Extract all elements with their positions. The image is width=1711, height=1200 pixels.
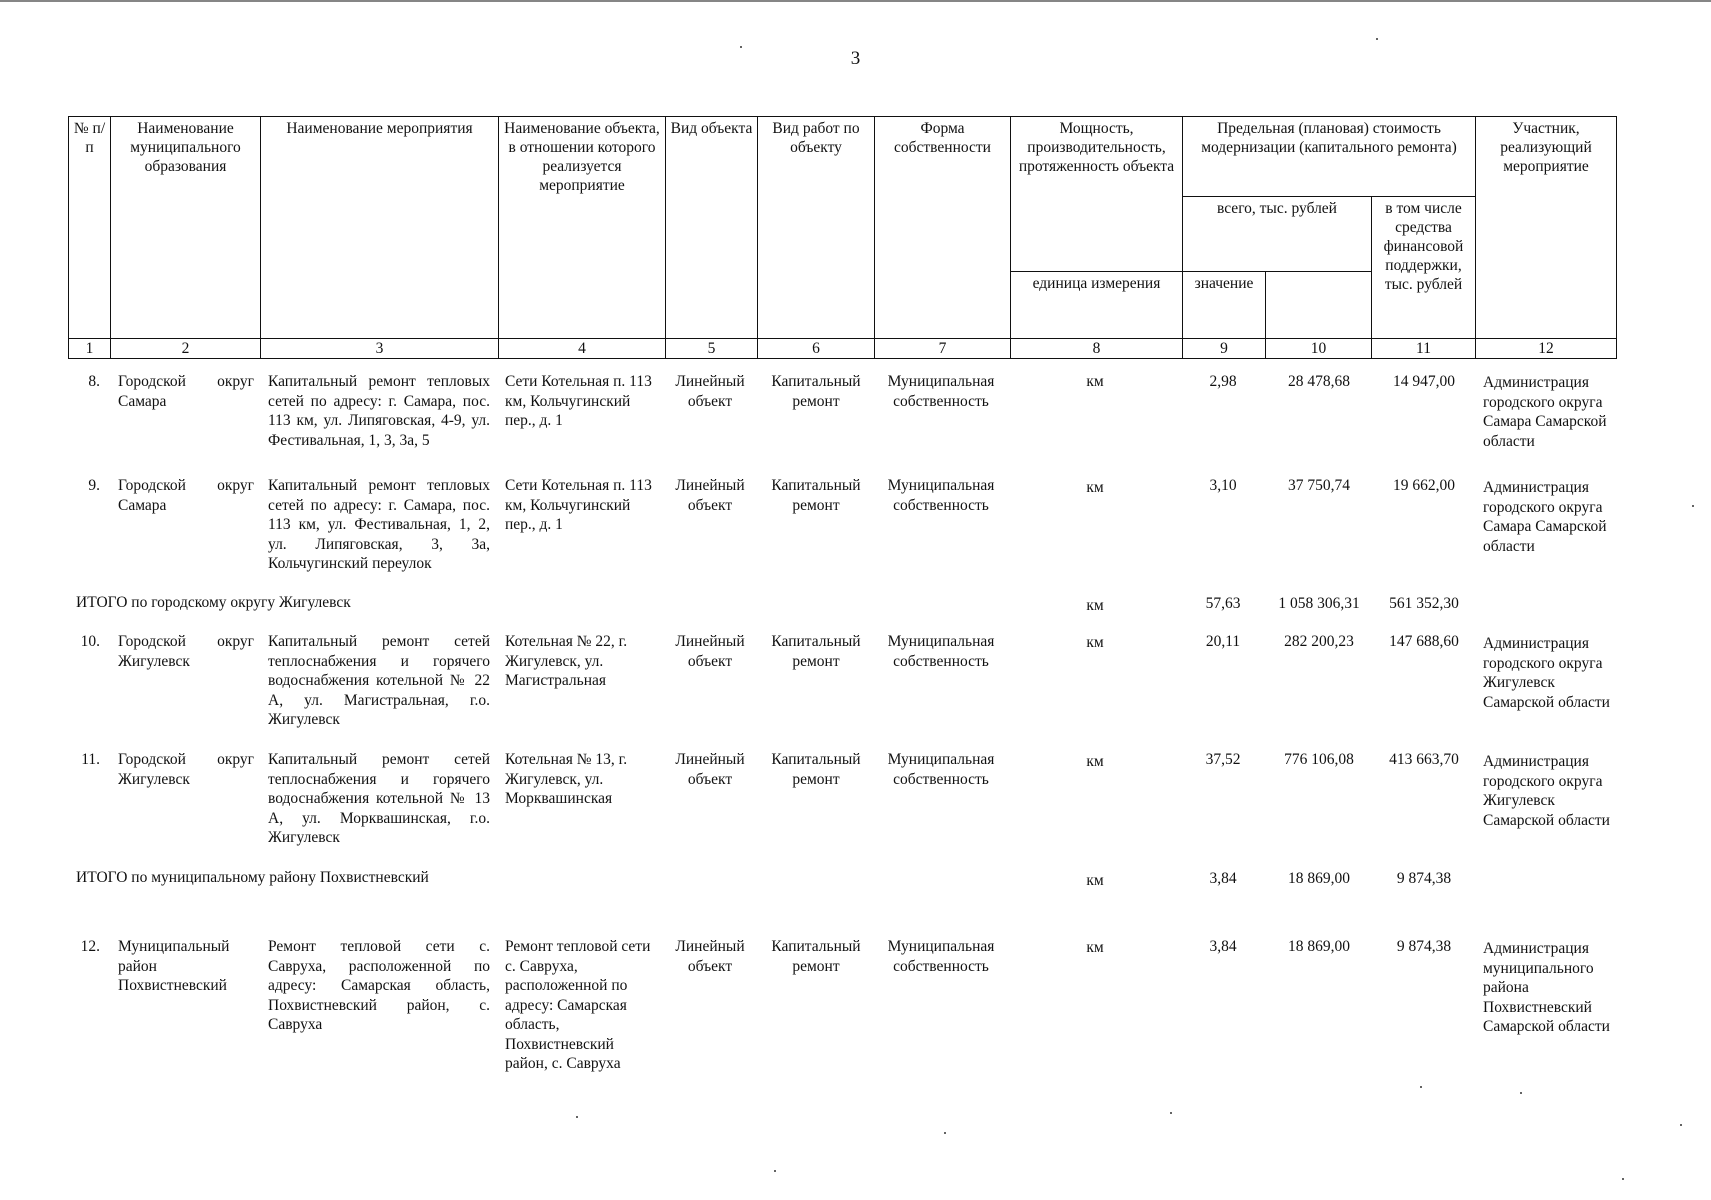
- row-work-type: Капитальный ремонт: [771, 938, 861, 975]
- row-event: Капитальный ремонт тепловых сетей по адресу: г. Самара, пос. 113 км, ул. Фестивальная, 1, 2, ул. Липяговская, 3, 3а, Кольчугинский переулок: [268, 477, 490, 572]
- header-col-number: 12: [1476, 339, 1617, 359]
- row-ownership: Муниципальная собственность: [887, 477, 995, 514]
- row-ownership: Муниципальная собственность: [887, 633, 995, 670]
- row-number: 9.: [88, 477, 100, 494]
- header-col-number: 3: [261, 339, 499, 359]
- header-work-type: Вид работ по объекту: [758, 117, 875, 339]
- row-work-type: Капитальный ремонт: [771, 633, 861, 670]
- row-unit: км: [1086, 479, 1104, 496]
- scan-speck: [774, 1170, 776, 1172]
- header-col-number: 2: [111, 339, 261, 359]
- header-col-number: 1: [69, 339, 111, 359]
- total-cost-total: 1 058 306,31: [1278, 595, 1360, 612]
- row-participant: Администрация муниципального района Похвистневский Самарской области: [1483, 940, 1610, 1035]
- row-number: 8.: [88, 373, 100, 390]
- row-event: Капитальный ремонт тепловых сетей по адресу: г. Самара, пос. 113 км, ул. Липяговская, 4-9, ул. Фестивальная, 1, 3, 3а, 5: [268, 373, 490, 449]
- header-col-number: 9: [1183, 339, 1266, 359]
- row-municipality: Городской округ Самара: [118, 477, 254, 514]
- total-unit: км: [1086, 597, 1104, 614]
- row-object-type: Линейный объект: [675, 477, 745, 514]
- row-cost-support: 413 663,70: [1389, 751, 1459, 768]
- header-cost-total: всего, тыс. рублей: [1183, 197, 1372, 272]
- row-unit: км: [1086, 939, 1104, 956]
- header-cost-support: в том числе средства финансовой поддержки, тыс. рублей: [1372, 197, 1476, 339]
- row-event: Капитальный ремонт сетей теплоснабжения и горячего водоснабжения котельной № 13 А, ул. Морквашинская, г.о. Жигулевск: [268, 751, 490, 846]
- row-number: 10.: [80, 633, 100, 650]
- header-col-number: 5: [666, 339, 758, 359]
- row-value: 2,98: [1209, 373, 1237, 390]
- row-cost-support: 147 688,60: [1389, 633, 1459, 650]
- header-event: Наименование мероприятия: [261, 117, 499, 339]
- row-ownership: Муниципальная собственность: [887, 938, 995, 975]
- row-event: Ремонт тепловой сети с. Савруха, расположенной по адресу: Самарская область, Похвистневский район, с. Савруха: [268, 938, 490, 1033]
- scan-speck: [576, 1116, 578, 1118]
- header-num: № п/п: [69, 117, 111, 339]
- row-object-name: Котельная № 13, г. Жигулевск, ул. Морквашинская: [505, 751, 628, 807]
- header-ownership: Форма собственности: [875, 117, 1011, 339]
- row-municipality: Городской округ Самара: [118, 373, 254, 410]
- header-col-number: 6: [758, 339, 875, 359]
- row-cost-support: 9 874,38: [1396, 938, 1452, 955]
- header-municipality: Наименование муниципального образования: [111, 117, 261, 339]
- row-cost-total: 18 869,00: [1288, 938, 1350, 955]
- header-value: значение: [1183, 272, 1266, 339]
- row-value: 3,84: [1209, 938, 1237, 955]
- row-unit: км: [1086, 634, 1104, 651]
- total-unit: км: [1086, 872, 1104, 889]
- row-number: 12.: [80, 938, 100, 955]
- row-object-name: Сети Котельная п. 113 км, Кольчугинский пер., д. 1: [505, 477, 652, 533]
- header-participant: Участник, реализующий мероприятие: [1476, 117, 1617, 339]
- row-number: 11.: [81, 751, 100, 768]
- scan-speck: [1680, 1124, 1682, 1126]
- total-value: 57,63: [1205, 595, 1241, 612]
- row-object-type: Линейный объект: [675, 633, 745, 670]
- row-ownership: Муниципальная собственность: [887, 751, 995, 788]
- header-object-type: Вид объекта: [666, 117, 758, 339]
- page-number: 3: [850, 48, 861, 69]
- row-value: 3,10: [1209, 477, 1237, 494]
- scan-speck: [944, 1132, 946, 1134]
- header-col-number: 7: [875, 339, 1011, 359]
- row-value: 37,52: [1205, 751, 1241, 768]
- row-value: 20,11: [1205, 633, 1241, 650]
- total-label: ИТОГО по городскому округу Жигулевск: [76, 594, 351, 611]
- row-unit: км: [1086, 373, 1104, 390]
- row-cost-support: 19 662,00: [1393, 477, 1455, 494]
- row-cost-support: 14 947,00: [1393, 373, 1455, 390]
- row-cost-total: 37 750,74: [1288, 477, 1350, 494]
- row-object-name: Сети Котельная п. 113 км, Кольчугинский пер., д. 1: [505, 373, 652, 429]
- scan-speck: [740, 46, 742, 48]
- total-value: 3,84: [1209, 870, 1237, 887]
- row-municipality: Городской округ Жигулевск: [118, 633, 254, 670]
- header-col-number: 11: [1372, 339, 1476, 359]
- total-cost-support: 9 874,38: [1396, 870, 1452, 887]
- row-participant: Администрация городского округа Самара Самарской области: [1483, 479, 1607, 555]
- total-cost-total: 18 869,00: [1288, 870, 1350, 887]
- scan-speck: [1170, 1112, 1172, 1114]
- row-object-type: Линейный объект: [675, 938, 745, 975]
- row-cost-total: 28 478,68: [1288, 373, 1350, 390]
- row-object-name: Котельная № 22, г. Жигулевск, ул. Магистральная: [505, 633, 628, 689]
- row-object-type: Линейный объект: [675, 373, 745, 410]
- header-object-name: Наименование объекта, в отношении которого реализуется мероприятие: [499, 117, 666, 339]
- scan-speck: [1692, 505, 1694, 507]
- header-unit: единица измерения: [1011, 272, 1183, 339]
- row-work-type: Капитальный ремонт: [771, 751, 861, 788]
- total-cost-support: 561 352,30: [1389, 595, 1459, 612]
- row-work-type: Капитальный ремонт: [771, 477, 861, 514]
- row-object-type: Линейный объект: [675, 751, 745, 788]
- header-col-number: 10: [1266, 339, 1372, 359]
- row-municipality: Городской округ Жигулевск: [118, 751, 254, 788]
- row-work-type: Капитальный ремонт: [771, 373, 861, 410]
- row-participant: Администрация городского округа Жигулевск Самарской области: [1483, 635, 1610, 711]
- scan-speck: [1420, 1086, 1422, 1088]
- row-cost-total: 282 200,23: [1284, 633, 1354, 650]
- row-event: Капитальный ремонт сетей теплоснабжения и горячего водоснабжения котельной № 22 А, ул. Магистральная, г.о. Жигулевск: [268, 633, 490, 728]
- row-participant: Администрация городского округа Жигулевск Самарской области: [1483, 753, 1610, 829]
- total-label: ИТОГО по муниципальному району Похвистневский: [76, 869, 429, 886]
- header-col-number: 8: [1011, 339, 1183, 359]
- header-cost: Предельная (плановая) стоимость модернизации (капитального ремонта): [1183, 117, 1476, 197]
- row-municipality: Муниципальный район Похвистневский: [118, 938, 230, 994]
- header-capacity: Мощность, производительность, протяженность объекта: [1011, 117, 1183, 272]
- scan-speck: [1622, 1178, 1624, 1180]
- row-cost-total: 776 106,08: [1284, 751, 1354, 768]
- row-participant: Администрация городского округа Самара Самарской области: [1483, 374, 1607, 450]
- scan-speck: [1376, 38, 1378, 40]
- scan-speck: [1520, 1092, 1522, 1094]
- row-unit: км: [1086, 753, 1104, 770]
- row-object-name: Ремонт тепловой сети с. Савруха, расположенной по адресу: Самарская область, Похвистневский район, с. Савруха: [505, 938, 651, 1072]
- header-col-number: 4: [499, 339, 666, 359]
- row-ownership: Муниципальная собственность: [887, 373, 995, 410]
